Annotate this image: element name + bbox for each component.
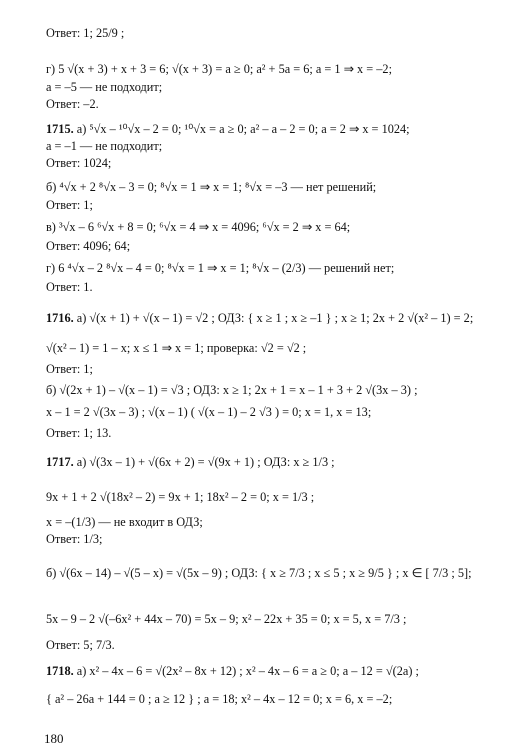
text-line: в) ³√x – 6 ⁶√x + 8 = 0; ⁶√x = 4 ⇒ x = 4096; ⁶√x = 2 ⇒ x = 64; xyxy=(46,220,351,234)
text-line: б) √(6x – 14) – √(5 – x) = √(5x – 9) ; ОДЗ: { x ≥ 7/3 ; x ≤ 5 ; x ≥ 9/5 } ; x ∈ [ 7/3 ; 5]; xyxy=(46,566,472,580)
text-line: x – 1 = 2 √(3x – 3) ; √(x – 1) ( √(x – 1) – 2 √3 ) = 0; x = 1, x = 13; xyxy=(46,405,372,419)
text-line: Ответ: 4096; 64; xyxy=(46,239,131,253)
text-line: 1718. a) x² – 4x – 6 = √(2x² – 8x + 12) ; x² – 4x – 6 = a ≥ 0; a – 12 = √(2a) ; xyxy=(46,664,419,678)
text-line: 1716. a) √(x + 1) + √(x – 1) = √2 ; ОДЗ: { x ≥ 1 ; x ≥ –1 } ; x ≥ 1; 2x + 2 √(x² – 1) = 2; xyxy=(46,311,474,325)
text-line: 9x + 1 + 2 √(18x² – 2) = 9x + 1; 18x² – 2 = 0; x = 1/3 ; xyxy=(46,490,315,504)
text-line: { a² – 26a + 144 = 0 ; a ≥ 12 } ; a = 18; x² – 4x – 12 = 0; x = 6, x = –2; xyxy=(46,692,393,706)
text-line: Ответ: –2. xyxy=(46,97,99,111)
text-line: a = –1 — не подходит; xyxy=(46,139,163,153)
text-line: б) ⁴√x + 2 ⁸√x – 3 = 0; ⁸√x = 1 ⇒ x = 1; ⁸√x = –3 — нет решений; xyxy=(46,180,377,194)
text-line: x = –(1/3) — не входит в ОДЗ; xyxy=(46,515,203,529)
text-line: г) 6 ⁴√x – 2 ⁸√x – 4 = 0; ⁸√x = 1 ⇒ x = 1; ⁸√x – (2/3) — решений нет; xyxy=(46,261,395,275)
text-line: Ответ: 1. xyxy=(46,280,93,294)
text-line: Ответ: 1; 13. xyxy=(46,426,112,440)
text-line: Ответ: 5; 7/3. xyxy=(46,638,115,652)
text-line: Ответ: 1; xyxy=(46,362,93,376)
page-number: 180 xyxy=(44,731,64,746)
text-line: 1717. a) √(3x – 1) + √(6x + 2) = √(9x + 1) ; ОДЗ: x ≥ 1/3 ; xyxy=(46,455,335,469)
text-line: 5x – 9 – 2 √(–6x² + 44x – 70) = 5x – 9; x² – 22x + 35 = 0; x = 5, x = 7/3 ; xyxy=(46,612,407,626)
text-line: г) 5 √(x + 3) + x + 3 = 6; √(x + 3) = a ≥ 0; a² + 5a = 6; a = 1 ⇒ x = –2; xyxy=(46,62,392,76)
text-line: б) √(2x + 1) – √(x – 1) = √3 ; ОДЗ: x ≥ 1; 2x + 1 = x – 1 + 3 + 2 √(3x – 3) ; xyxy=(46,383,418,397)
text-line: Ответ: 1024; xyxy=(46,156,112,170)
text-line: Ответ: 1; 25/9 ; xyxy=(46,26,125,40)
text-line: Ответ: 1; xyxy=(46,198,93,212)
text-line: a = –5 — не подходит; xyxy=(46,80,163,94)
text-line: √(x² – 1) = 1 – x; x ≤ 1 ⇒ x = 1; проверка: √2 = √2 ; xyxy=(46,341,307,355)
text-line: Ответ: 1/3; xyxy=(46,532,103,546)
text-line: 1715. a) ⁵√x – ¹⁰√x – 2 = 0; ¹⁰√x = a ≥ 0; a² – a – 2 = 0; a = 2 ⇒ x = 1024; xyxy=(46,122,410,136)
